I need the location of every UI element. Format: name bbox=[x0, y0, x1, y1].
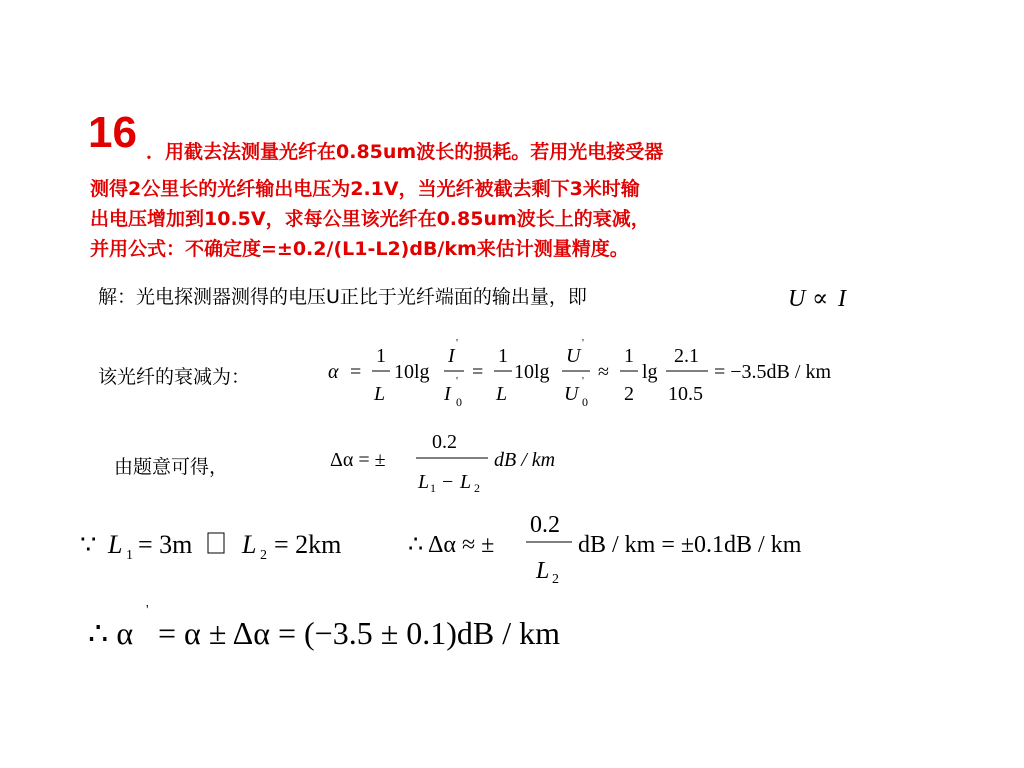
svg-text:0.2: 0.2 bbox=[432, 431, 457, 453]
svg-text:∝: ∝ bbox=[812, 286, 829, 312]
formula-uncertainty bbox=[330, 428, 610, 498]
problem-number: 16 bbox=[88, 108, 137, 157]
svg-text:=: = bbox=[350, 361, 362, 383]
svg-text:10.5: 10.5 bbox=[668, 383, 703, 405]
svg-text:= 3m: = 3m bbox=[138, 530, 193, 559]
svg-text:α: α bbox=[328, 361, 339, 383]
svg-text:U: U bbox=[788, 286, 806, 312]
svg-text:dB / km = ±0.1dB / km: dB / km = ±0.1dB / km bbox=[578, 532, 802, 558]
svg-text:': ' bbox=[456, 337, 458, 349]
svg-text:L: L bbox=[460, 471, 472, 493]
problem-line-3: 出电压增加到10.5V，求每公里该光纤在0.85um波长上的衰减， bbox=[90, 208, 650, 230]
svg-text:L: L bbox=[496, 383, 508, 405]
svg-text:2: 2 bbox=[474, 481, 480, 495]
svg-text:∴ α: ∴ α bbox=[88, 615, 134, 651]
svg-text:L: L bbox=[108, 530, 123, 559]
svg-text:': ' bbox=[582, 375, 584, 387]
svg-text:dB / km: dB / km bbox=[494, 449, 556, 471]
formula-given-lengths bbox=[80, 525, 400, 565]
svg-text:1: 1 bbox=[126, 548, 133, 563]
svg-text:= 2km: = 2km bbox=[274, 530, 342, 559]
svg-text:10lg: 10lg bbox=[514, 361, 550, 383]
svg-text:1: 1 bbox=[624, 345, 634, 367]
svg-text:10lg: 10lg bbox=[394, 361, 430, 383]
formula-attenuation bbox=[328, 338, 868, 418]
svg-text:U: U bbox=[566, 345, 581, 367]
svg-text:0: 0 bbox=[456, 395, 462, 409]
svg-text:L: L bbox=[374, 383, 386, 405]
svg-text:0: 0 bbox=[582, 395, 588, 409]
svg-text:Δα = ±: Δα = ± bbox=[330, 449, 386, 471]
svg-text:lg: lg bbox=[642, 361, 658, 383]
svg-text:≈: ≈ bbox=[598, 361, 609, 383]
formula-final-result bbox=[88, 604, 648, 654]
problem-line-4: 并用公式：不确定度=±0.2/(L1-L2)dB/km来估计测量精度。 bbox=[90, 238, 629, 260]
svg-text:=: = bbox=[472, 361, 484, 383]
svg-text:': ' bbox=[456, 375, 458, 387]
svg-text:1: 1 bbox=[498, 345, 508, 367]
svg-text:I: I bbox=[838, 286, 846, 312]
svg-text:−: − bbox=[442, 471, 454, 493]
problem-line-1: ．用截去法测量光纤在0.85um波长的损耗。若用光电接受器 bbox=[146, 141, 664, 163]
svg-text:∵: ∵ bbox=[80, 530, 97, 559]
svg-text:L: L bbox=[418, 471, 430, 493]
formula-precision bbox=[408, 508, 858, 588]
svg-text:L: L bbox=[242, 530, 257, 559]
svg-text:2: 2 bbox=[260, 548, 267, 563]
svg-text:I: I bbox=[448, 345, 455, 367]
svg-text:': ' bbox=[146, 603, 149, 618]
problem-line-2: 测得2公里长的光纤输出电压为2.1V，当光纤被截去剩下3米时输 bbox=[90, 178, 640, 200]
solution-intro: 解：光电探测器测得的电压U正比于光纤端面的输出量，即 bbox=[98, 286, 587, 308]
svg-text:': ' bbox=[582, 337, 584, 349]
svg-text:I: I bbox=[444, 383, 451, 405]
svg-text:2: 2 bbox=[624, 383, 634, 405]
svg-text:= α ± Δα = (−3.5 ± 0.1)dB / km: = α ± Δα = (−3.5 ± 0.1)dB / km bbox=[158, 615, 561, 651]
svg-text:0.2: 0.2 bbox=[530, 512, 560, 538]
svg-text:1: 1 bbox=[376, 345, 386, 367]
svg-text:L: L bbox=[536, 558, 550, 584]
attenuation-label: 该光纤的衰减为： bbox=[98, 366, 251, 388]
svg-text:1: 1 bbox=[430, 481, 436, 495]
svg-text:2: 2 bbox=[552, 572, 559, 587]
formula-proportional bbox=[786, 280, 866, 320]
placeholder-box-icon bbox=[208, 533, 224, 553]
derive-label: 由题意可得， bbox=[114, 456, 229, 478]
svg-text:= −3.5dB / km: = −3.5dB / km bbox=[714, 361, 832, 383]
svg-text:∴ Δα ≈ ±: ∴ Δα ≈ ± bbox=[408, 532, 495, 558]
svg-text:2.1: 2.1 bbox=[674, 345, 699, 367]
svg-text:U: U bbox=[564, 383, 579, 405]
